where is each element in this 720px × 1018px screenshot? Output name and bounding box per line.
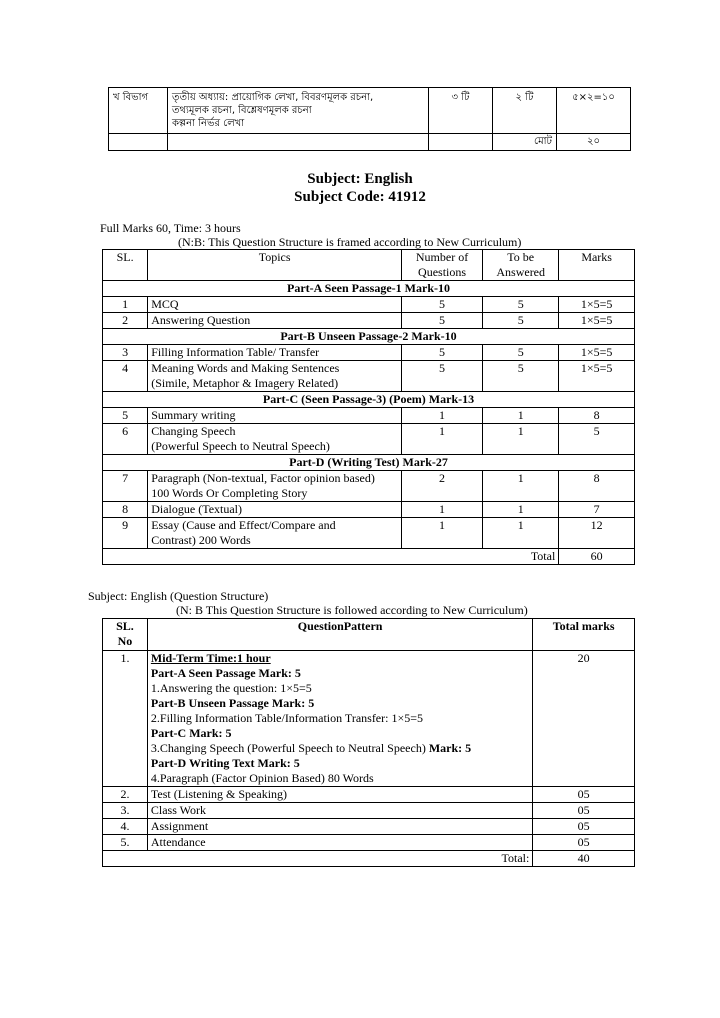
- row-topic-line: Contrast) 200 Words: [151, 533, 251, 547]
- question-pattern-table: [102, 618, 635, 867]
- row-total: 05: [533, 819, 635, 835]
- row-tba: 5: [483, 297, 559, 313]
- table-header-row: [103, 619, 635, 651]
- part-row: [103, 392, 635, 408]
- row-tba: 5: [483, 345, 559, 361]
- table-row: [103, 297, 635, 313]
- row-topic: Filling Information Table/ Transfer: [148, 345, 402, 361]
- row-sl: 3.: [103, 803, 148, 819]
- table-row: [103, 787, 635, 803]
- topic-line: তথ্যমূলক রচনা, বিশ্লেষণমূলক রচনা: [172, 105, 312, 116]
- total-label: Total: [103, 549, 559, 565]
- part-row: [103, 455, 635, 471]
- row-pattern: [147, 651, 532, 787]
- topic-line: তৃতীয় অধ্যায়: প্রায়োগিক লেখা, বিবরণমূলক রচনা,: [172, 92, 374, 103]
- total-row: [103, 549, 635, 565]
- row-topic-line: 100 Words Or Completing Story: [151, 486, 308, 500]
- subject-heading: Subject: English: [307, 171, 413, 187]
- row-sl: 5: [103, 408, 148, 424]
- row-topic-line: Changing Speech: [151, 424, 236, 438]
- row-tba: 1: [483, 471, 559, 502]
- row-topic: Dialogue (Textual): [148, 502, 402, 518]
- row-tba: 1: [483, 424, 559, 455]
- row-sl: 8: [103, 502, 148, 518]
- row-noq: 2: [402, 471, 483, 502]
- table-row: [103, 819, 635, 835]
- row-topic: Answering Question: [148, 313, 402, 329]
- row-tba: 5: [483, 313, 559, 329]
- table-row: [103, 502, 635, 518]
- total-label: মোট: [493, 134, 557, 151]
- row-sl: 6: [103, 424, 148, 455]
- bengali-marks-table: [108, 87, 631, 151]
- table-row: [103, 424, 635, 455]
- row-marks: 7: [559, 502, 635, 518]
- total-row: [103, 851, 635, 867]
- part-c-item: [151, 741, 529, 756]
- header-sl: SL.: [103, 250, 148, 281]
- row-noq: 5: [402, 297, 483, 313]
- row-topic: [148, 518, 402, 549]
- row-topic-line: Essay (Cause and Effect/Compare and: [151, 518, 336, 532]
- row-noq: 1: [402, 502, 483, 518]
- row-noq: 1: [402, 408, 483, 424]
- table-header-row: [103, 250, 635, 281]
- row-topic: [148, 471, 402, 502]
- part-b-item: 2.Filling Information Table/Information Transfer: 1×5=5: [150, 711, 423, 725]
- part-d-item: 4.Paragraph (Factor Opinion Based) 80 Words: [150, 771, 374, 785]
- row-sl: 2.: [103, 787, 148, 803]
- part-a-item: 1.Answering the question: 1×5=5: [150, 681, 312, 695]
- table-row: [103, 408, 635, 424]
- header-pattern: QuestionPattern: [147, 619, 532, 651]
- part-row: [103, 329, 635, 345]
- part-c-item-mark: Mark: 5: [428, 741, 472, 755]
- table-row: [103, 651, 635, 787]
- mid-term-title: Mid-Term Time:1 hour: [150, 651, 271, 665]
- table-row: [103, 313, 635, 329]
- total-value: ২০: [557, 134, 631, 151]
- row-tba: 1: [483, 408, 559, 424]
- row-sl: 7: [103, 471, 148, 502]
- total-label: Total:: [103, 851, 533, 867]
- row-pattern: Assignment: [147, 819, 532, 835]
- topic-line: কল্পনা নির্ভর লেখা: [172, 118, 245, 129]
- row-topic: [148, 424, 402, 455]
- row-noq: 1: [402, 424, 483, 455]
- part-d-label: Part-D Writing Text Mark: 5: [150, 756, 300, 770]
- topic-cell: [168, 88, 429, 134]
- part-a-label: Part-A Seen Passage Mark: 5: [150, 666, 301, 680]
- row-pattern: Attendance: [147, 835, 532, 851]
- section-cell: খ বিভাগ: [109, 88, 168, 134]
- header-marks: Marks: [559, 250, 635, 281]
- subject-code: Subject Code: 41912: [294, 189, 426, 205]
- total-value: 60: [559, 549, 635, 565]
- header-topics: Topics: [148, 250, 402, 281]
- row-marks: 12: [559, 518, 635, 549]
- structure-title: Subject: English (Question Structure): [88, 589, 269, 603]
- row-sl: 9: [103, 518, 148, 549]
- total-row: [109, 134, 631, 151]
- english-marks-table: [102, 249, 635, 565]
- table-row: [103, 471, 635, 502]
- row-total: 05: [533, 803, 635, 819]
- full-marks-text: Full Marks 60, Time: 3 hours: [100, 221, 241, 235]
- to-be-answered-cell: ২ টি: [493, 88, 557, 134]
- part-c-heading: Part-C (Seen Passage-3) (Poem) Mark-13: [103, 392, 635, 408]
- row-noq: 5: [402, 313, 483, 329]
- part-a-heading: Part-A Seen Passage-1 Mark-10: [103, 281, 635, 297]
- part-c-label: Part-C Mark: 5: [150, 726, 232, 740]
- row-marks: 1×5=5: [559, 345, 635, 361]
- part-row: [103, 281, 635, 297]
- row-total: 05: [533, 787, 635, 803]
- header-to-be-answered: To be Answered: [483, 250, 559, 281]
- row-topic-line: Paragraph (Non-textual, Factor opinion based): [151, 471, 375, 485]
- row-marks: 5: [559, 424, 635, 455]
- row-marks: 1×5=5: [559, 361, 635, 392]
- row-pattern: Class Work: [147, 803, 532, 819]
- row-noq: 5: [402, 345, 483, 361]
- marks-cell: ৫×২=১০: [557, 88, 631, 134]
- number-of-questions-cell: ৩ টি: [429, 88, 493, 134]
- total-value: 40: [533, 851, 635, 867]
- header-sl-line: SL.: [116, 619, 134, 633]
- table-row: [103, 803, 635, 819]
- row-topic: Summary writing: [148, 408, 402, 424]
- part-d-heading: Part-D (Writing Test) Mark-27: [103, 455, 635, 471]
- row-sl: 3: [103, 345, 148, 361]
- row-topic-line: Meaning Words and Making Sentences: [151, 361, 340, 375]
- row-pattern: Test (Listening & Speaking): [147, 787, 532, 803]
- table-row: [103, 345, 635, 361]
- header-total-marks: Total marks: [533, 619, 635, 651]
- row-sl: 5.: [103, 835, 148, 851]
- row-topic-line: (Powerful Speech to Neutral Speech): [151, 439, 330, 453]
- row-tba: 1: [483, 518, 559, 549]
- row-marks: 1×5=5: [559, 297, 635, 313]
- table-row: [103, 835, 635, 851]
- row-tba: 1: [483, 502, 559, 518]
- row-topic: MCQ: [148, 297, 402, 313]
- row-total: 20: [533, 651, 635, 787]
- row-noq: 1: [402, 518, 483, 549]
- structure-note: (N: B This Question Structure is followed according to New Curriculum): [176, 603, 528, 617]
- part-b-heading: Part-B Unseen Passage-2 Mark-10: [103, 329, 635, 345]
- table-row: [103, 361, 635, 392]
- row-topic: [148, 361, 402, 392]
- header-sl: [103, 619, 148, 651]
- row-sl: 1.: [103, 651, 148, 787]
- part-b-label: Part-B Unseen Passage Mark: 5: [150, 696, 315, 710]
- table-row: [103, 518, 635, 549]
- table-row: [109, 88, 631, 134]
- row-topic-line: (Simile, Metaphor & Imagery Related): [151, 376, 339, 390]
- row-total: 05: [533, 835, 635, 851]
- row-sl: 1: [103, 297, 148, 313]
- row-sl: 2: [103, 313, 148, 329]
- row-noq: 5: [402, 361, 483, 392]
- row-marks: 8: [559, 408, 635, 424]
- header-sl-line: No: [117, 634, 133, 648]
- row-marks: 1×5=5: [559, 313, 635, 329]
- header-number-of-questions: Number of Questions: [402, 250, 483, 281]
- row-sl: 4: [103, 361, 148, 392]
- part-c-item-text: 3.Changing Speech (Powerful Speech to Neutral Speech): [150, 741, 426, 755]
- row-sl: 4.: [103, 819, 148, 835]
- nb-note: (N:B: This Question Structure is framed according to New Curriculum): [178, 235, 522, 249]
- row-tba: 5: [483, 361, 559, 392]
- row-marks: 8: [559, 471, 635, 502]
